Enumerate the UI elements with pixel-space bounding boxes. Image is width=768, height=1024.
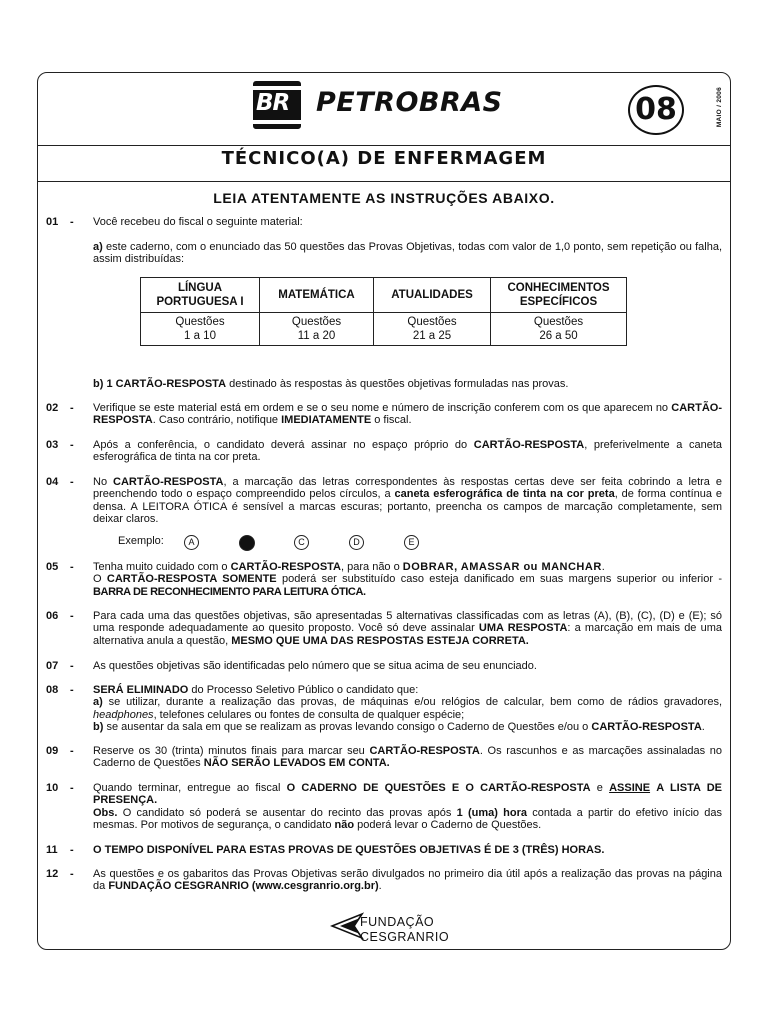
foundation-line1: FUNDAÇÃO	[360, 915, 435, 929]
sub-text: este caderno, com o enunciado das 50 questões das Provas Objetivas, todas com valor de 1,0 ponto, sem repetição ou falha, assim distribuídas:	[93, 241, 723, 266]
instruction-item-04: 04 - No CARTÃO-RESPOSTA, a marcação das letras correspondentes às respostas certas deve ser feita cobrindo a letra e preenchendo todo o espaço compreendido pelos círculos, a caneta esferográfica de tinta na cor preta, de forma contínua e densa. A LEITORA ÓTICA é sensível a marcas escuras; portanto, preencha os campos de marcação completamente, sem deixar claros.	[46, 476, 723, 526]
item-text: As questões objetivas são identificadas pelo número que se situa acima de seu enunciado.	[93, 660, 537, 672]
item-dash: -	[70, 844, 74, 856]
logo-text: BR	[256, 90, 290, 116]
sub-label: b) 1 CARTÃO-RESPOSTA	[93, 378, 227, 390]
course-title: TÉCNICO(A) DE ENFERMAGEM	[221, 148, 547, 169]
instruction-item-05: 05 - Tenha muito cuidado com o CARTÃO-RESPOSTA, para não o DOBRAR, AMASSAR ou MANCHAR. O CARTÃO-RESPOSTA SOMENTE poderá ser substituído caso esteja danificado em suas margens superior ou inferior - BARRA DE RECONHECIMENTO PARA LEITURA ÓTICA.	[46, 561, 723, 598]
instruction-item-11	[46, 844, 722, 856]
sub-text: destinado às respostas às questões objetivas formuladas nas provas.	[229, 378, 569, 390]
item-number: 10	[46, 782, 59, 794]
item-number: 11	[46, 844, 58, 856]
item-number: 02	[46, 402, 59, 414]
instruction-item-02: 02 - Verifique se este material está em ordem e se o seu nome e número de inscrição conferem com os que aparecem no CARTÃO-RESPOSTA. Caso contrário, notifique IMEDIATAMENTE o fiscal.	[46, 402, 722, 427]
header	[38, 73, 730, 146]
instruction-item-03: 03 - Após a conferência, o candidato deverá assinar no espaço próprio do CARTÃO-RESPOSTA, preferivelmente a caneta esferográfica de tinta na cor preta.	[46, 439, 723, 464]
divider	[38, 181, 730, 182]
table-header-cell: ATUALIDADES	[374, 278, 491, 313]
answer-bubble-filled	[239, 535, 255, 551]
instruction-item-10: 10 - Quando terminar, entregue ao fiscal O CADERNO DE QUESTÕES E O CARTÃO-RESPOSTA e ASSINE A LISTA DE PRESENÇA. Obs. O candidato só poderá se ausentar do recinto das provas após 1 (uma) hora contada a partir do efetivo início das mesmas. Por motivos de segurança, o candidato não poderá levar o Caderno de Questões.	[46, 782, 722, 832]
item-dash: -	[70, 476, 74, 488]
test-number-badge: 08	[628, 85, 684, 135]
example-label: Exemplo:	[118, 535, 164, 547]
item-dash: -	[70, 610, 74, 622]
instruction-item-12: 12 - As questões e os gabaritos das Provas Objetivas serão divulgados no primeiro dia útil após a realização das provas na página da FUNDAÇÃO CESGRANRIO (www.cesgranrio.org.br).	[46, 868, 722, 893]
brand-name: PETROBRAS	[316, 87, 503, 118]
exam-cover-frame	[37, 72, 731, 950]
table-cell: Questões 11 a 20	[260, 313, 374, 346]
instruction-item-01-a	[46, 241, 722, 266]
item-dash: -	[70, 684, 74, 696]
instructions-title: LEIA ATENTAMENTE AS INSTRUÇÕES ABAIXO.	[213, 190, 555, 206]
item-number: 12	[46, 868, 59, 880]
table-header-cell: MATEMÁTICA	[260, 278, 374, 313]
side-code: MAIO / 2006	[716, 87, 723, 128]
answer-bubble-a: A	[184, 535, 199, 550]
item-dash: -	[70, 660, 74, 672]
item-number: 08	[46, 684, 59, 696]
instruction-item-01-b	[46, 378, 722, 390]
item-number: 04	[46, 476, 59, 488]
item-number: 06	[46, 610, 59, 622]
item-dash: -	[70, 745, 74, 757]
item-number: 07	[46, 660, 59, 672]
table-cell: Questões 21 a 25	[374, 313, 491, 346]
instruction-item-01	[46, 216, 722, 228]
answer-bubble-d: D	[349, 535, 364, 550]
item-number: 05	[46, 561, 59, 573]
item-dash: -	[70, 782, 74, 794]
item-text: Você recebeu do fiscal o seguinte material:	[93, 216, 303, 228]
instruction-item-06: 06 - Para cada uma das questões objetivas, são apresentadas 5 alternativas classificadas com as letras (A), (B), (C), (D) e (E); só uma responde adequadamente ao quesito proposto. Você só deve assinalar UMA RESPOSTA: a marcação em mais de uma alternativa anula a questão, MESMO QUE UMA DAS RESPOSTAS ESTEJA CORRETA.	[46, 610, 722, 647]
foundation-line2: CESGRANRIO	[360, 930, 450, 944]
table-header-cell: CONHECIMENTOS ESPECÍFICOS	[491, 278, 627, 313]
distribution-table	[140, 277, 627, 346]
item-dash: -	[70, 868, 74, 880]
instruction-item-09: 09 - Reserve os 30 (trinta) minutos finais para marcar seu CARTÃO-RESPOSTA. Os rascunhos e as marcações assinaladas no Caderno de Questões NÃO SERÃO LEVADOS EM CONTA.	[46, 745, 723, 770]
item-dash: -	[70, 561, 74, 573]
cesgranrio-arrow-icon	[330, 911, 364, 941]
table-cell: Questões 26 a 50	[491, 313, 627, 346]
item-dash: -	[70, 439, 74, 451]
item-dash: -	[70, 216, 74, 228]
instruction-item-07	[46, 660, 722, 672]
table-cell: Questões 1 a 10	[141, 313, 260, 346]
item-number: 03	[46, 439, 59, 451]
item-dash: -	[70, 402, 74, 414]
cesgranrio-logo	[330, 911, 450, 946]
item-text: O TEMPO DISPONÍVEL PARA ESTAS PROVAS DE QUESTÕES OBJETIVAS É DE 3 (TRÊS) HORAS.	[93, 844, 605, 856]
answer-bubble-c: C	[294, 535, 309, 550]
instruction-item-08: 08 - SERÁ ELIMINADO do Processo Seletivo Público o candidato que: a) se utilizar, durante a realização das provas, de máquinas e/ou relógios de calcular, bem como de rádios gravadores, headphones, telefones celulares ou fontes de consulta de qualquer espécie; b) se ausentar da sala em que se realizam as provas levando consigo o Caderno de Questões e/ou o CARTÃO-RESPOSTA.	[46, 684, 722, 734]
petrobras-logo	[253, 81, 301, 129]
item-number: 09	[46, 745, 59, 757]
item-number: 01	[46, 216, 59, 228]
sub-label: a)	[93, 241, 103, 253]
answer-bubble-e: E	[404, 535, 419, 550]
table-header-cell: LÍNGUA PORTUGUESA I	[141, 278, 260, 313]
